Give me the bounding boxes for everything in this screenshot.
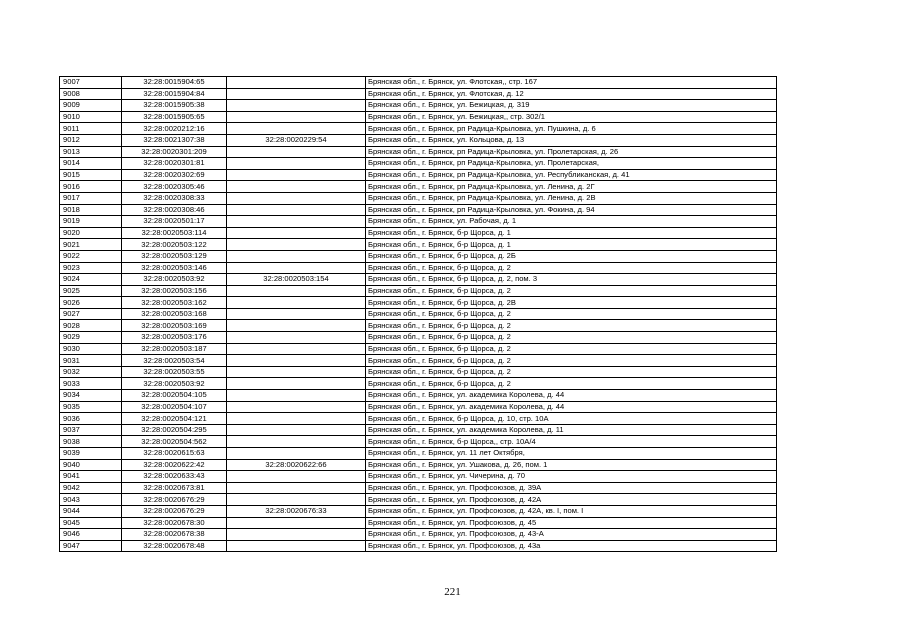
related-cadastral-number-cell [227, 401, 366, 413]
row-number-cell: 9044 [60, 505, 122, 517]
cadastral-number-cell: 32:28:0015905:65 [122, 111, 227, 123]
table-row [60, 216, 777, 228]
address-cell: Брянская обл., г. Брянск, ул. Кольцова, д. 13 [366, 134, 777, 146]
cadastral-number-cell: 32:28:0020676:29 [122, 505, 227, 517]
table-row [60, 436, 777, 448]
row-number-cell: 9016 [60, 181, 122, 193]
table-row [60, 529, 777, 541]
table-row [60, 146, 777, 158]
cadastral-number-cell: 32:28:0020301:81 [122, 158, 227, 170]
address-cell: Брянская обл., г. Брянск, ул. 11 лет Октября, [366, 448, 777, 460]
table-row [60, 250, 777, 262]
table-row [60, 123, 777, 135]
table-row [60, 77, 777, 89]
related-cadastral-number-cell [227, 308, 366, 320]
cadastral-number-cell: 32:28:0020212:16 [122, 123, 227, 135]
address-cell: Брянская обл., г. Брянск, ул. академика Королева, д. 44 [366, 390, 777, 402]
address-cell: Брянская обл., г. Брянск, ул. Рабочая, д. 1 [366, 216, 777, 228]
table-row [60, 111, 777, 123]
related-cadastral-number-cell [227, 192, 366, 204]
address-cell: Брянская обл., г. Брянск, ул. Профсоюзов, д. 45 [366, 517, 777, 529]
row-number-cell: 9009 [60, 100, 122, 112]
cadastral-number-cell: 32:28:0020503:92 [122, 378, 227, 390]
table-row [60, 308, 777, 320]
cadastral-number-cell: 32:28:0020678:48 [122, 540, 227, 552]
row-number-cell: 9040 [60, 459, 122, 471]
cadastral-number-cell: 32:28:0020504:107 [122, 401, 227, 413]
related-cadastral-number-cell: 32:28:0020676:33 [227, 505, 366, 517]
cadastral-number-cell: 32:28:0020503:168 [122, 308, 227, 320]
related-cadastral-number-cell: 32:28:0020622:66 [227, 459, 366, 471]
table-row [60, 285, 777, 297]
row-number-cell: 9026 [60, 297, 122, 309]
row-number-cell: 9032 [60, 366, 122, 378]
table-row [60, 297, 777, 309]
address-cell: Брянская обл., г. Брянск, рп Радица-Крыловка, ул. Пролетарская, [366, 158, 777, 170]
row-number-cell: 9019 [60, 216, 122, 228]
related-cadastral-number-cell: 32:28:0020503:154 [227, 274, 366, 286]
address-cell: Брянская обл., г. Брянск, рп Радица-Крыловка, ул. Ленина, д. 2Г [366, 181, 777, 193]
address-cell: Брянская обл., г. Брянск, ул. Профсоюзов, д. 43-А [366, 529, 777, 541]
row-number-cell: 9010 [60, 111, 122, 123]
cadastral-number-cell: 32:28:0020503:92 [122, 274, 227, 286]
related-cadastral-number-cell [227, 540, 366, 552]
related-cadastral-number-cell: 32:28:0020229:54 [227, 134, 366, 146]
related-cadastral-number-cell [227, 146, 366, 158]
related-cadastral-number-cell [227, 204, 366, 216]
cadastral-number-cell: 32:28:0020503:187 [122, 343, 227, 355]
cadastral-number-cell: 32:28:0020622:42 [122, 459, 227, 471]
related-cadastral-number-cell [227, 424, 366, 436]
table-row [60, 424, 777, 436]
address-cell: Брянская обл., г. Брянск, б-р Щорса, д. 1 [366, 239, 777, 251]
related-cadastral-number-cell [227, 343, 366, 355]
cadastral-number-cell: 32:28:0021307:38 [122, 134, 227, 146]
table-row [60, 343, 777, 355]
table-row [60, 517, 777, 529]
address-cell: Брянская обл., г. Брянск, б-р Щорса, д. 10, стр. 10А [366, 413, 777, 425]
table-row [60, 169, 777, 181]
address-cell: Брянская обл., г. Брянск, ул. Ушакова, д. 26, пом. 1 [366, 459, 777, 471]
address-cell: Брянская обл., г. Брянск, ул. Бежицкая, д. 319 [366, 100, 777, 112]
row-number-cell: 9030 [60, 343, 122, 355]
row-number-cell: 9022 [60, 250, 122, 262]
table-row [60, 540, 777, 552]
table-row [60, 192, 777, 204]
table-row [60, 100, 777, 112]
table-row [60, 262, 777, 274]
related-cadastral-number-cell [227, 378, 366, 390]
address-cell: Брянская обл., г. Брянск, рп Радица-Крыловка, ул. Пролетарская, д. 26 [366, 146, 777, 158]
row-number-cell: 9013 [60, 146, 122, 158]
address-cell: Брянская обл., г. Брянск, б-р Щорса, д. 2 [366, 285, 777, 297]
address-cell: Брянская обл., г. Брянск, б-р Щорса,, стр. 10А/4 [366, 436, 777, 448]
address-cell: Брянская обл., г. Брянск, б-р Щорса, д. 2 [366, 320, 777, 332]
row-number-cell: 9034 [60, 390, 122, 402]
cadastral-number-cell: 32:28:0020678:38 [122, 529, 227, 541]
row-number-cell: 9017 [60, 192, 122, 204]
cadastral-number-cell: 32:28:0020503:169 [122, 320, 227, 332]
cadastral-number-cell: 32:28:0020676:29 [122, 494, 227, 506]
related-cadastral-number-cell [227, 285, 366, 297]
row-number-cell: 9011 [60, 123, 122, 135]
address-cell: Брянская обл., г. Брянск, рп Радица-Крыловка, ул. Фокина, д. 94 [366, 204, 777, 216]
address-cell: Брянская обл., г. Брянск, ул. Профсоюзов, д. 39А [366, 482, 777, 494]
cadastral-number-cell: 32:28:0020503:129 [122, 250, 227, 262]
cadastral-number-cell: 32:28:0020504:295 [122, 424, 227, 436]
table-row [60, 274, 777, 286]
table-row [60, 505, 777, 517]
cadastral-number-cell: 32:28:0020503:114 [122, 227, 227, 239]
page-number: 221 [444, 586, 461, 598]
row-number-cell: 9038 [60, 436, 122, 448]
cadastral-number-cell: 32:28:0020503:122 [122, 239, 227, 251]
related-cadastral-number-cell [227, 355, 366, 367]
related-cadastral-number-cell [227, 471, 366, 483]
row-number-cell: 9043 [60, 494, 122, 506]
address-cell: Брянская обл., г. Брянск, ул. академика Королева, д. 11 [366, 424, 777, 436]
related-cadastral-number-cell [227, 169, 366, 181]
address-cell: Брянская обл., г. Брянск, б-р Щорса, д. 2 [366, 366, 777, 378]
cadastral-number-cell: 32:28:0020678:30 [122, 517, 227, 529]
cadastral-number-cell: 32:28:0020503:162 [122, 297, 227, 309]
related-cadastral-number-cell [227, 413, 366, 425]
row-number-cell: 9041 [60, 471, 122, 483]
related-cadastral-number-cell [227, 250, 366, 262]
table-row [60, 227, 777, 239]
row-number-cell: 9045 [60, 517, 122, 529]
row-number-cell: 9018 [60, 204, 122, 216]
cadastral-number-cell: 32:28:0020633:43 [122, 471, 227, 483]
address-cell: Брянская обл., г. Брянск, б-р Щорса, д. 2 [366, 355, 777, 367]
address-cell: Брянская обл., г. Брянск, рп Радица-Крыловка, ул. Пушкина, д. 6 [366, 123, 777, 135]
address-cell: Брянская обл., г. Брянск, рп Радица-Крыловка, ул. Ленина, д. 2В [366, 192, 777, 204]
row-number-cell: 9024 [60, 274, 122, 286]
address-cell: Брянская обл., г. Брянск, ул. Флотская,, стр. 167 [366, 77, 777, 89]
related-cadastral-number-cell [227, 320, 366, 332]
table-row [60, 239, 777, 251]
address-cell: Брянская обл., г. Брянск, ул. Бежицкая,, стр. 302/1 [366, 111, 777, 123]
cadastral-number-cell: 32:28:0020503:146 [122, 262, 227, 274]
related-cadastral-number-cell [227, 262, 366, 274]
related-cadastral-number-cell [227, 77, 366, 89]
row-number-cell: 9046 [60, 529, 122, 541]
related-cadastral-number-cell [227, 517, 366, 529]
cadastral-number-cell: 32:28:0015904:84 [122, 88, 227, 100]
address-cell: Брянская обл., г. Брянск, рп Радица-Крыловка, ул. Республиканская, д. 41 [366, 169, 777, 181]
address-cell: Брянская обл., г. Брянск, б-р Щорса, д. 2, пом. 3 [366, 274, 777, 286]
related-cadastral-number-cell [227, 494, 366, 506]
row-number-cell: 9014 [60, 158, 122, 170]
related-cadastral-number-cell [227, 88, 366, 100]
row-number-cell: 9037 [60, 424, 122, 436]
address-cell: Брянская обл., г. Брянск, ул. Чичерина, д. 70 [366, 471, 777, 483]
related-cadastral-number-cell [227, 390, 366, 402]
cadastral-number-cell: 32:28:0020305:46 [122, 181, 227, 193]
related-cadastral-number-cell [227, 111, 366, 123]
cadastral-number-cell: 32:28:0020504:562 [122, 436, 227, 448]
related-cadastral-number-cell [227, 158, 366, 170]
table-row [60, 320, 777, 332]
address-cell: Брянская обл., г. Брянск, б-р Щорса, д. 2 [366, 343, 777, 355]
table-row [60, 204, 777, 216]
cadastral-number-cell: 32:28:0020503:176 [122, 332, 227, 344]
cadastral-number-cell: 32:28:0015904:65 [122, 77, 227, 89]
address-cell: Брянская обл., г. Брянск, б-р Щорса, д. 2 [366, 308, 777, 320]
table-row [60, 494, 777, 506]
related-cadastral-number-cell [227, 181, 366, 193]
row-number-cell: 9039 [60, 448, 122, 460]
table-row [60, 158, 777, 170]
table-row [60, 390, 777, 402]
cadastral-table [59, 76, 777, 552]
cadastral-number-cell: 32:28:0020308:46 [122, 204, 227, 216]
address-cell: Брянская обл., г. Брянск, б-р Щорса, д. 2В [366, 297, 777, 309]
cadastral-number-cell: 32:28:0020504:121 [122, 413, 227, 425]
address-cell: Брянская обл., г. Брянск, ул. Флотская, д. 12 [366, 88, 777, 100]
related-cadastral-number-cell [227, 100, 366, 112]
row-number-cell: 9012 [60, 134, 122, 146]
row-number-cell: 9021 [60, 239, 122, 251]
table-body [60, 77, 777, 552]
address-cell: Брянская обл., г. Брянск, б-р Щорса, д. 1 [366, 227, 777, 239]
address-cell: Брянская обл., г. Брянск, б-р Щорса, д. 2 [366, 262, 777, 274]
related-cadastral-number-cell [227, 529, 366, 541]
related-cadastral-number-cell [227, 436, 366, 448]
address-cell: Брянская обл., г. Брянск, ул. Профсоюзов, д. 42А [366, 494, 777, 506]
related-cadastral-number-cell [227, 297, 366, 309]
cadastral-number-cell: 32:28:0020302:69 [122, 169, 227, 181]
table-row [60, 355, 777, 367]
row-number-cell: 9020 [60, 227, 122, 239]
cadastral-number-cell: 32:28:0020503:156 [122, 285, 227, 297]
related-cadastral-number-cell [227, 482, 366, 494]
row-number-cell: 9008 [60, 88, 122, 100]
row-number-cell: 9007 [60, 77, 122, 89]
related-cadastral-number-cell [227, 216, 366, 228]
row-number-cell: 9029 [60, 332, 122, 344]
related-cadastral-number-cell [227, 366, 366, 378]
table-row [60, 471, 777, 483]
table-row [60, 459, 777, 471]
cadastral-number-cell: 32:28:0020301:209 [122, 146, 227, 158]
table-row [60, 181, 777, 193]
related-cadastral-number-cell [227, 448, 366, 460]
table-row [60, 378, 777, 390]
cadastral-number-cell: 32:28:0020673:81 [122, 482, 227, 494]
table-row [60, 366, 777, 378]
related-cadastral-number-cell [227, 332, 366, 344]
address-cell: Брянская обл., г. Брянск, б-р Щорса, д. 2 [366, 332, 777, 344]
table-row [60, 413, 777, 425]
row-number-cell: 9036 [60, 413, 122, 425]
related-cadastral-number-cell [227, 239, 366, 251]
row-number-cell: 9028 [60, 320, 122, 332]
cadastral-number-cell: 32:28:0015905:38 [122, 100, 227, 112]
table-row [60, 448, 777, 460]
table-row [60, 401, 777, 413]
row-number-cell: 9015 [60, 169, 122, 181]
table-row [60, 134, 777, 146]
row-number-cell: 9035 [60, 401, 122, 413]
cadastral-number-cell: 32:28:0020308:33 [122, 192, 227, 204]
row-number-cell: 9047 [60, 540, 122, 552]
address-cell: Брянская обл., г. Брянск, ул. академика Королева, д. 44 [366, 401, 777, 413]
address-cell: Брянская обл., г. Брянск, б-р Щорса, д. 2 [366, 378, 777, 390]
row-number-cell: 9042 [60, 482, 122, 494]
row-number-cell: 9033 [60, 378, 122, 390]
cadastral-number-cell: 32:28:0020501:17 [122, 216, 227, 228]
table-row [60, 332, 777, 344]
address-cell: Брянская обл., г. Брянск, ул. Профсоюзов, д. 43а [366, 540, 777, 552]
row-number-cell: 9025 [60, 285, 122, 297]
cadastral-number-cell: 32:28:0020615:63 [122, 448, 227, 460]
related-cadastral-number-cell [227, 227, 366, 239]
table-row [60, 482, 777, 494]
row-number-cell: 9031 [60, 355, 122, 367]
cadastral-number-cell: 32:28:0020503:55 [122, 366, 227, 378]
row-number-cell: 9023 [60, 262, 122, 274]
table-row [60, 88, 777, 100]
cadastral-number-cell: 32:28:0020504:105 [122, 390, 227, 402]
related-cadastral-number-cell [227, 123, 366, 135]
address-cell: Брянская обл., г. Брянск, б-р Щорса, д. 2Б [366, 250, 777, 262]
address-cell: Брянская обл., г. Брянск, ул. Профсоюзов, д. 42А, кв. I, пом. I [366, 505, 777, 517]
row-number-cell: 9027 [60, 308, 122, 320]
cadastral-number-cell: 32:28:0020503:54 [122, 355, 227, 367]
